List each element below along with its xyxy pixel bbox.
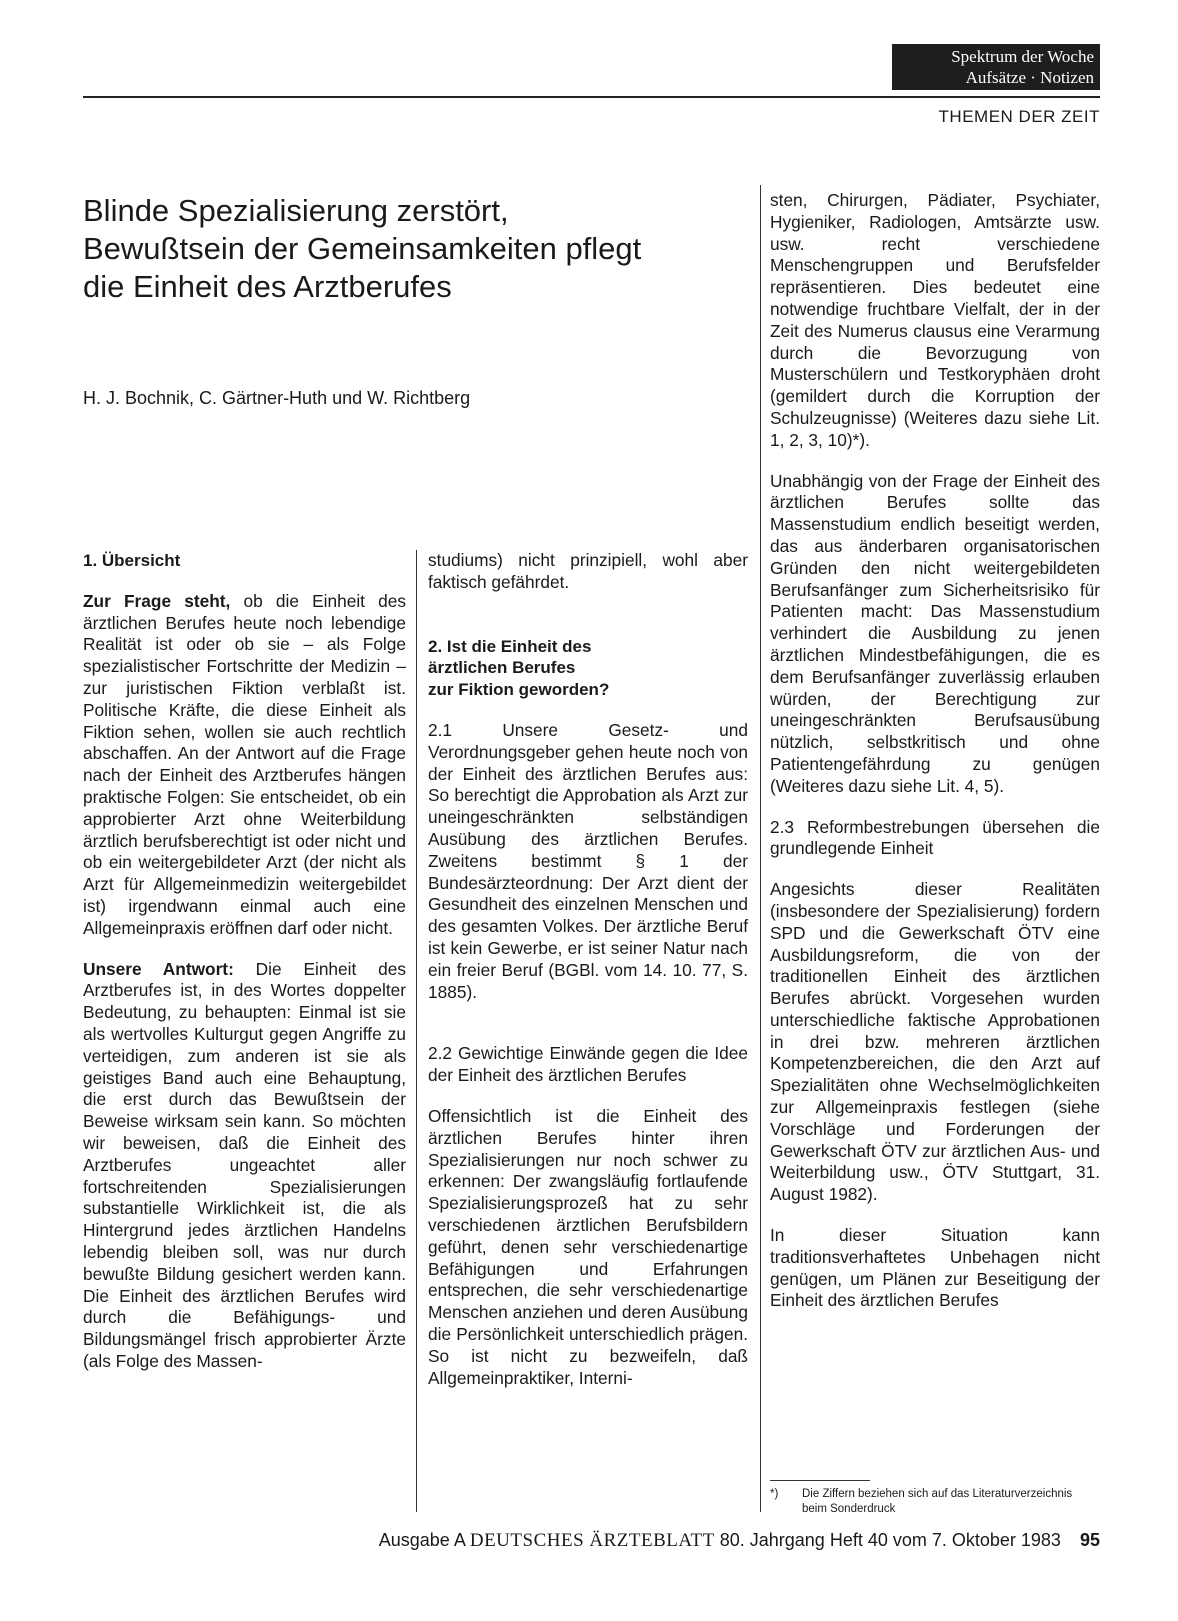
paragraph-text: ob die Einheit des ärztlichen Berufes heute noch lebendige Realität ist oder ob sie – als Folge spezialistischer Fortschritte der Medizin – zur juristischen Fiktion verblaßt ist. Politische Kräfte, die diese Einheit als Fiktion sehen, wollen sie auch rechtlich abschaffen. An der Antwort auf die Frage nach der Einheit des Arztberufes hängen praktische Folgen: Sie entscheidet, ob ein approbierter Arzt ohne Weiterbildung ärztlich berufsberechtigt ist oder nicht und ob ein weitergebildeter Arzt (der nicht als Arzt für Allgemeinmedizin weitergebildet ist) irgendwann einmal auch eine Allgemeinpraxis eröffnen darf oder nicht.: [83, 590, 406, 938]
footnote-text: Die Ziffern beziehen sich auf das Literaturverzeichnis beim Sonderdruck: [802, 1488, 1073, 1515]
heading-line: 2. Ist die Einheit des: [428, 636, 592, 656]
page-footer: [83, 1530, 1100, 1552]
section-badge: [892, 44, 1100, 90]
badge-line-2: Aufsätze · Notizen: [965, 68, 1094, 87]
section-heading: [428, 636, 748, 701]
footnote-rule: [770, 1480, 870, 1481]
subheading: 2.3 Reformbestrebungen übersehen die grundlegende Einheit: [770, 816, 1100, 859]
section-heading: 1. Übersicht: [83, 551, 181, 570]
text-column-2: [428, 550, 748, 1389]
paragraph: Unabhängig von der Frage der Einheit des ärztlichen Berufes sollte das Massenstudium endlich beseitigt werden, das aus änderbaren organisatorischen Gründen den nicht weitergebildeten Berufsanfänger zum Sicherheitsrisiko für Patienten macht: Das Massenstudium verhindert die Ausbildung zu jenen ärztlichen Mindestbefähigungen, die es dem Berufsanfänger zuverlässig erlauben würden, der Berechtigung zur uneingeschränkten Berufsausübung nützlich, selbstkritisch und ohne Patientengefährdung zu genügen (Weiteres dazu siehe Lit. 4, 5).: [770, 470, 1100, 796]
paragraph-text: Die Einheit des Arztberufes ist, in des Wortes doppelter Bedeutung, zu behaupten: Einmal ist sie als wertvolles Kulturgut gegen Angriffe zu verteidigen, zum anderen ist sie als geistiges Band auch eine Behauptung, die erst durch das Bewußtsein der Beweise wirksam sein kann. So möchten wir beweisen, daß die Einheit des Arztberufes ungeachtet aller fortschreitenden Spezialisierungen substantielle Wirklichkeit ist, die als Hintergrund jedes ärztlichen Handelns lebendig bleiben soll, was nur durch bewußte Bildung gesichert werden kann. Die Einheit des ärztlichen Berufes wird durch die Befähigungs- und Bildungsmängel frisch approbierter Ärzte (als Folge des Massen-: [83, 958, 406, 1371]
subheading: 2.2 Gewichtige Einwände gegen die Idee der Einheit des ärztlichen Berufes: [428, 1043, 748, 1086]
paragraph: Offensichtlich ist die Einheit des ärztlichen Berufes hinter ihren Spezialisierungen nur noch schwer zu erkennen: Der zwangsläufig fortlaufende Spezialisierungsprozeß hat zu sehr verschiedenen ärztlichen Berufsbildern geführt, denen sehr verschiedenartige Befähigungen und Erfahrungen entsprechen, die sehr verschiedenartige Menschen anziehen und deren Ausübung die Persönlichkeit unterschiedlich prägen. So ist nicht zu bezweifeln, daß Allgemeinpraktiker, Interni-: [428, 1105, 748, 1388]
title-line: Bewußtsein der Gemeinsamkeiten pflegt: [83, 231, 642, 266]
page-number: 95: [1079, 1530, 1100, 1550]
footer-journal: DEUTSCHES ÄRZTEBLATT: [469, 1530, 715, 1551]
paragraph: studiums) nicht prinzipiell, wohl aber faktisch gefährdet.: [428, 550, 748, 592]
column-divider: [760, 185, 761, 1512]
paragraph-lead: Zur Frage steht,: [83, 590, 231, 611]
title-line: die Einheit des Arztberufes: [83, 269, 452, 304]
column-divider: [416, 550, 417, 1512]
header-rule: [83, 96, 1100, 98]
heading-line: ärztlichen Berufes: [428, 658, 576, 678]
paragraph-lead: Unsere Antwort:: [83, 958, 234, 979]
paragraph: 2.1 Unsere Gesetz- und Verordnungsgeber gehen heute noch von der Einheit des ärztlichen Berufes aus: So berechtigt die Approbation als Arzt zur uneingeschränkten selbständigen Ausübung des ärztlichen Berufes. Zweitens bestimmt § 1 der Bundesärzteordnung: Der Arzt dient der Gesundheit des einzelnen Menschen und des gesamten Volkes. Der ärztliche Beruf ist kein Gewerbe, er ist seiner Natur nach ein freier Beruf (BGBl. vom 14. 10. 77, S. 1885).: [428, 719, 748, 1002]
paragraph: In dieser Situation kann traditionsverhaftetes Unbehagen nicht genügen, um Plänen zur Beseitigung der Einheit des ärztlichen Berufes: [770, 1225, 1100, 1311]
title-line: Blinde Spezialisierung zerstört,: [83, 193, 509, 228]
article-authors: H. J. Bochnik, C. Gärtner-Huth und W. Richtberg: [83, 388, 471, 408]
footnote: [770, 1487, 1100, 1517]
footer-issue: 80. Jahrgang Heft 40 vom 7. Oktober 1983: [719, 1530, 1061, 1550]
badge-line-1: Spektrum der Woche: [951, 47, 1094, 66]
paragraph: [83, 959, 406, 1373]
section-label: THEMEN DER ZEIT: [938, 107, 1100, 126]
paragraph: [83, 591, 406, 940]
paragraph: sten, Chirurgen, Pädiater, Psychiater, Hygieniker, Radiologen, Amtsärzte usw. usw. recht verschiedene Menschengruppen und Berufsfelder repräsentieren. Dies bedeutet eine notwendige fruchtbare Vielfalt, der in der Zeit des Numerus clausus eine Verarmung durch die Bevorzugung von Musterschülern und Testkoryphäen droht (gemildert durch die Korruption der Schulzeugnisse) (Weiteres dazu siehe Lit. 1, 2, 3, 10)*).: [770, 190, 1100, 450]
text-column-3: [770, 190, 1100, 1312]
footer-edition: Ausgabe A: [378, 1530, 465, 1550]
text-column-1: [83, 550, 406, 1373]
footnote-mark: *): [770, 1488, 779, 1500]
paragraph: Angesichts dieser Realitäten (insbesondere der Spezialisierung) fordern SPD und die Gewerkschaft ÖTV eine Ausbildungsreform, die von der traditionellen Einheit des ärztlichen Berufes abrückt. Vorgesehen wurden unterschiedliche faktische Approbationen in drei bzw. mehreren ärztlichen Kompetenzbereichen, die den Arzt auf Spezialitäten ohne Wechselmöglichkeiten zur Allgemeinpraxis festlegen (siehe Vorschläge und Forderungen der Gewerkschaft ÖTV zur ärztlichen Aus- und Weiterbildung usw., ÖTV Stuttgart, 31. August 1982).: [770, 879, 1100, 1205]
heading-line: zur Fiktion geworden?: [428, 680, 610, 700]
article-title: [83, 192, 743, 306]
